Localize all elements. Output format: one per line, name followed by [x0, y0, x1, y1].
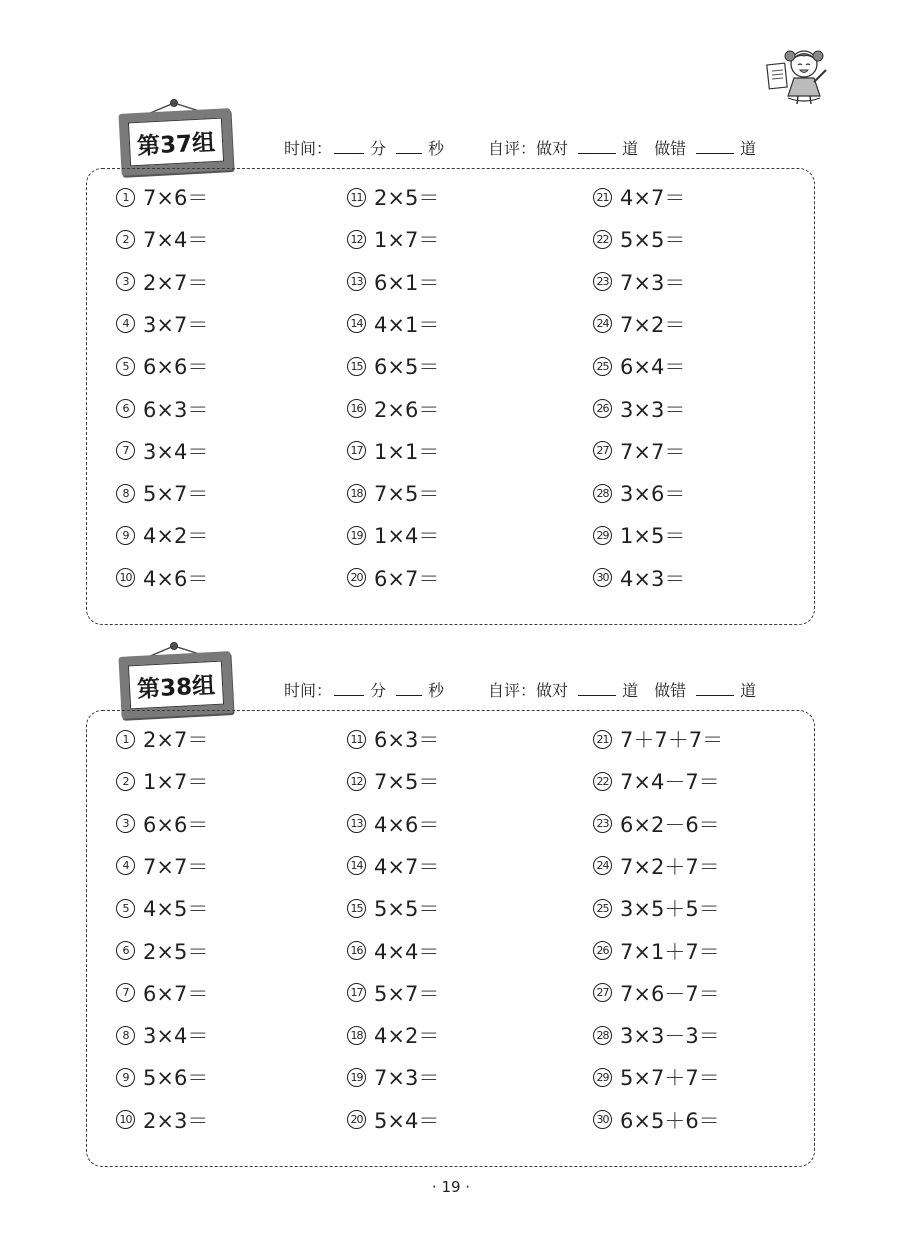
problem-expression: 6×3＝	[143, 397, 209, 422]
problem-item	[347, 893, 439, 923]
problem-expression: 2×6＝	[374, 397, 440, 422]
problem-number: 23	[593, 272, 612, 291]
problem-number: 4	[116, 856, 135, 875]
problem-number: 13	[347, 272, 366, 291]
problem-expression: 4×4＝	[374, 939, 440, 964]
problem-expression: 3×7＝	[143, 312, 209, 337]
problem-number: 30	[593, 568, 612, 587]
problem-number: 8	[116, 1026, 135, 1045]
unit-label: 道	[740, 139, 757, 158]
problem-expression: 3×5＋5＝	[620, 897, 720, 922]
problem-number: 28	[593, 484, 612, 503]
problem-item	[116, 351, 208, 381]
problem-expression: 4×5＝	[143, 897, 209, 922]
problem-item	[116, 224, 208, 254]
problem-expression: 7×7＝	[143, 854, 209, 879]
problem-number: 20	[347, 568, 366, 587]
problem-item	[347, 724, 439, 754]
problem-expression: 6×3＝	[374, 728, 440, 752]
problem-expression: 2×3＝	[143, 1108, 209, 1133]
problem-expression: 7×7＝	[620, 439, 686, 464]
problem-item	[347, 1105, 439, 1135]
minute-label: 分	[370, 681, 387, 700]
seconds-blank[interactable]	[396, 152, 422, 154]
problem-item	[347, 563, 439, 593]
problem-number: 24	[593, 314, 612, 333]
timing-self-eval-line	[284, 678, 756, 701]
problem-item	[593, 1062, 720, 1092]
problem-item	[116, 809, 208, 839]
problem-expression: 5×7＝	[374, 981, 440, 1006]
problem-expression: 4×7＝	[374, 854, 440, 879]
self-eval-correct-label: 自评：做对	[488, 139, 569, 158]
problem-expression: 4×2＝	[374, 1024, 440, 1049]
minutes-blank[interactable]	[334, 694, 364, 696]
unit-label: 道	[740, 681, 757, 700]
second-label: 秒	[428, 681, 445, 700]
problem-number: 16	[347, 399, 366, 418]
problem-expression: 6×2－6＝	[620, 812, 720, 837]
problem-number: 10	[116, 568, 135, 587]
problem-expression: 1×5＝	[620, 524, 686, 549]
problem-number: 29	[593, 1068, 612, 1087]
problem-expression: 6×6＝	[143, 355, 209, 380]
problem-number: 12	[347, 772, 366, 791]
problem-item	[593, 309, 685, 339]
problem-item	[593, 766, 720, 796]
problem-expression: 6×4＝	[620, 355, 686, 380]
problem-expression: 1×7＝	[143, 770, 209, 795]
problem-number: 3	[116, 272, 135, 291]
problem-item	[593, 267, 685, 297]
problem-number: 30	[593, 1110, 612, 1129]
problem-item	[347, 936, 439, 966]
problem-number: 15	[347, 357, 366, 376]
problem-item	[347, 766, 439, 796]
problem-expression: 2×5＝	[374, 186, 440, 210]
problem-item	[116, 520, 208, 550]
problem-item	[116, 394, 208, 424]
sign-frame	[118, 108, 233, 176]
problem-number: 21	[593, 188, 612, 207]
problem-item	[347, 267, 439, 297]
problem-item	[116, 724, 208, 754]
problem-item	[116, 1105, 208, 1135]
problem-item	[593, 724, 723, 754]
self-eval-correct-label: 自评：做对	[488, 681, 569, 700]
problem-number: 26	[593, 941, 612, 960]
problem-number: 7	[116, 983, 135, 1002]
problem-expression: 4×6＝	[143, 566, 209, 591]
problem-number: 5	[116, 357, 135, 376]
seconds-blank[interactable]	[396, 694, 422, 696]
problem-expression: 6×7＝	[143, 981, 209, 1006]
problem-expression: 7×4－7＝	[620, 770, 720, 795]
problem-expression: 7×4＝	[143, 228, 209, 253]
time-label: 时间：	[284, 139, 333, 158]
problem-number: 27	[593, 441, 612, 460]
problem-item	[347, 851, 439, 881]
problem-item	[116, 1020, 208, 1050]
problem-number: 6	[116, 941, 135, 960]
problem-item	[593, 224, 685, 254]
page-number: · 19 ·	[431, 1178, 471, 1196]
problem-number: 19	[347, 1068, 366, 1087]
problem-number: 12	[347, 230, 366, 249]
problem-expression: 5×7＝	[143, 482, 209, 507]
problem-number: 20	[347, 1110, 366, 1129]
problem-number: 17	[347, 983, 366, 1002]
problem-number: 2	[116, 772, 135, 791]
problem-number: 23	[593, 814, 612, 833]
wrong-count-blank[interactable]	[696, 152, 734, 154]
problem-number: 10	[116, 1110, 135, 1129]
problem-item	[347, 182, 439, 212]
problem-item	[593, 936, 720, 966]
problem-expression: 2×5＝	[143, 939, 209, 964]
problem-expression: 6×1＝	[374, 270, 440, 295]
problem-item	[116, 478, 208, 508]
problem-item	[116, 893, 208, 923]
problem-number: 1	[116, 730, 135, 749]
problem-number: 11	[347, 188, 366, 207]
problem-number: 13	[347, 814, 366, 833]
problem-item	[116, 936, 208, 966]
problem-number: 16	[347, 941, 366, 960]
problem-expression: 7×5＝	[374, 770, 440, 795]
wrong-label: 做错	[654, 681, 687, 700]
problem-expression: 3×4＝	[143, 1024, 209, 1049]
problem-expression: 5×7＋7＝	[620, 1066, 720, 1091]
problem-item	[593, 436, 685, 466]
problem-expression: 5×6＝	[143, 1066, 209, 1091]
problem-item	[593, 893, 720, 923]
problem-expression: 3×6＝	[620, 482, 686, 507]
problem-expression: 7×6＝	[143, 186, 209, 210]
problem-expression: 4×1＝	[374, 312, 440, 337]
problem-expression: 7×3＝	[620, 270, 686, 295]
problem-expression: 7×2＝	[620, 312, 686, 337]
problem-item	[593, 978, 720, 1008]
problem-expression: 2×7＝	[143, 270, 209, 295]
problem-number: 22	[593, 230, 612, 249]
problem-item	[593, 478, 685, 508]
problem-item	[347, 809, 439, 839]
problem-item	[116, 309, 208, 339]
problem-expression: 5×4＝	[374, 1108, 440, 1133]
problem-item	[116, 182, 208, 212]
problem-expression: 7×5＝	[374, 482, 440, 507]
problem-item	[347, 478, 439, 508]
group-title: 第37组	[128, 118, 224, 167]
problem-expression: 7＋7＋7＝	[620, 728, 724, 752]
problem-item	[593, 520, 685, 550]
problem-item	[116, 766, 208, 796]
problem-expression: 5×5＝	[620, 228, 686, 253]
problem-expression: 7×6－7＝	[620, 981, 720, 1006]
problem-item	[116, 851, 208, 881]
problem-item	[593, 182, 685, 212]
problem-number: 27	[593, 983, 612, 1002]
problem-expression: 2×7＝	[143, 728, 209, 752]
problem-expression: 4×3＝	[620, 566, 686, 591]
problem-number: 9	[116, 526, 135, 545]
problem-expression: 3×3＝	[620, 397, 686, 422]
correct-count-blank[interactable]	[578, 152, 616, 154]
problem-number: 18	[347, 1026, 366, 1045]
second-label: 秒	[428, 139, 445, 158]
problem-number: 29	[593, 526, 612, 545]
problem-number: 18	[347, 484, 366, 503]
problem-item	[347, 351, 439, 381]
problem-item	[593, 851, 720, 881]
problem-number: 25	[593, 899, 612, 918]
group-title: 第38组	[128, 661, 224, 710]
problem-expression: 1×1＝	[374, 439, 440, 464]
minute-label: 分	[370, 139, 387, 158]
problem-expression: 6×7＝	[374, 566, 440, 591]
problem-number: 21	[593, 730, 612, 749]
timing-self-eval-line	[284, 136, 756, 159]
problem-expression: 4×7＝	[620, 186, 686, 210]
problem-number: 19	[347, 526, 366, 545]
problem-item	[593, 563, 685, 593]
problem-item	[116, 978, 208, 1008]
problem-number: 14	[347, 314, 366, 333]
problem-expression: 3×4＝	[143, 439, 209, 464]
problem-expression: 4×2＝	[143, 524, 209, 549]
problem-number: 24	[593, 856, 612, 875]
problem-expression: 6×6＝	[143, 812, 209, 837]
time-label: 时间：	[284, 681, 333, 700]
problem-item	[347, 309, 439, 339]
problem-item	[347, 436, 439, 466]
problem-number: 14	[347, 856, 366, 875]
problem-number: 17	[347, 441, 366, 460]
problem-expression: 7×1＋7＝	[620, 939, 720, 964]
problem-item	[593, 1020, 720, 1050]
problem-item	[593, 351, 685, 381]
correct-count-blank[interactable]	[578, 694, 616, 696]
sign-frame	[118, 651, 233, 719]
problem-expression: 4×6＝	[374, 812, 440, 837]
minutes-blank[interactable]	[334, 152, 364, 154]
problem-item	[116, 1062, 208, 1092]
problem-item	[347, 978, 439, 1008]
problem-expression: 1×4＝	[374, 524, 440, 549]
problem-number: 6	[116, 399, 135, 418]
unit-label: 道	[622, 139, 639, 158]
problem-expression: 6×5＝	[374, 355, 440, 380]
wrong-count-blank[interactable]	[696, 694, 734, 696]
problem-number: 1	[116, 188, 135, 207]
problem-number: 5	[116, 899, 135, 918]
problem-item	[116, 267, 208, 297]
problem-item	[116, 563, 208, 593]
problem-number: 26	[593, 399, 612, 418]
problem-number: 8	[116, 484, 135, 503]
wrong-label: 做错	[654, 139, 687, 158]
problem-number: 25	[593, 357, 612, 376]
problem-item	[347, 1062, 439, 1092]
problem-item	[347, 520, 439, 550]
problem-number: 2	[116, 230, 135, 249]
unit-label: 道	[622, 681, 639, 700]
problem-expression: 7×2＋7＝	[620, 854, 720, 879]
problem-expression: 7×3＝	[374, 1066, 440, 1091]
problem-item	[347, 394, 439, 424]
problem-expression: 3×3－3＝	[620, 1024, 720, 1049]
problem-number: 9	[116, 1068, 135, 1087]
girl-mascot-illustration	[764, 44, 834, 106]
problem-number: 11	[347, 730, 366, 749]
problem-item	[347, 1020, 439, 1050]
problem-number: 28	[593, 1026, 612, 1045]
problem-item	[593, 394, 685, 424]
problem-item	[593, 809, 720, 839]
problem-expression: 1×7＝	[374, 228, 440, 253]
problem-item	[116, 436, 208, 466]
problem-item	[347, 224, 439, 254]
problem-number: 4	[116, 314, 135, 333]
problem-number: 22	[593, 772, 612, 791]
problem-expression: 6×5＋6＝	[620, 1108, 720, 1133]
problem-item	[593, 1105, 720, 1135]
problem-number: 15	[347, 899, 366, 918]
problem-number: 7	[116, 441, 135, 460]
problem-number: 3	[116, 814, 135, 833]
problem-expression: 5×5＝	[374, 897, 440, 922]
